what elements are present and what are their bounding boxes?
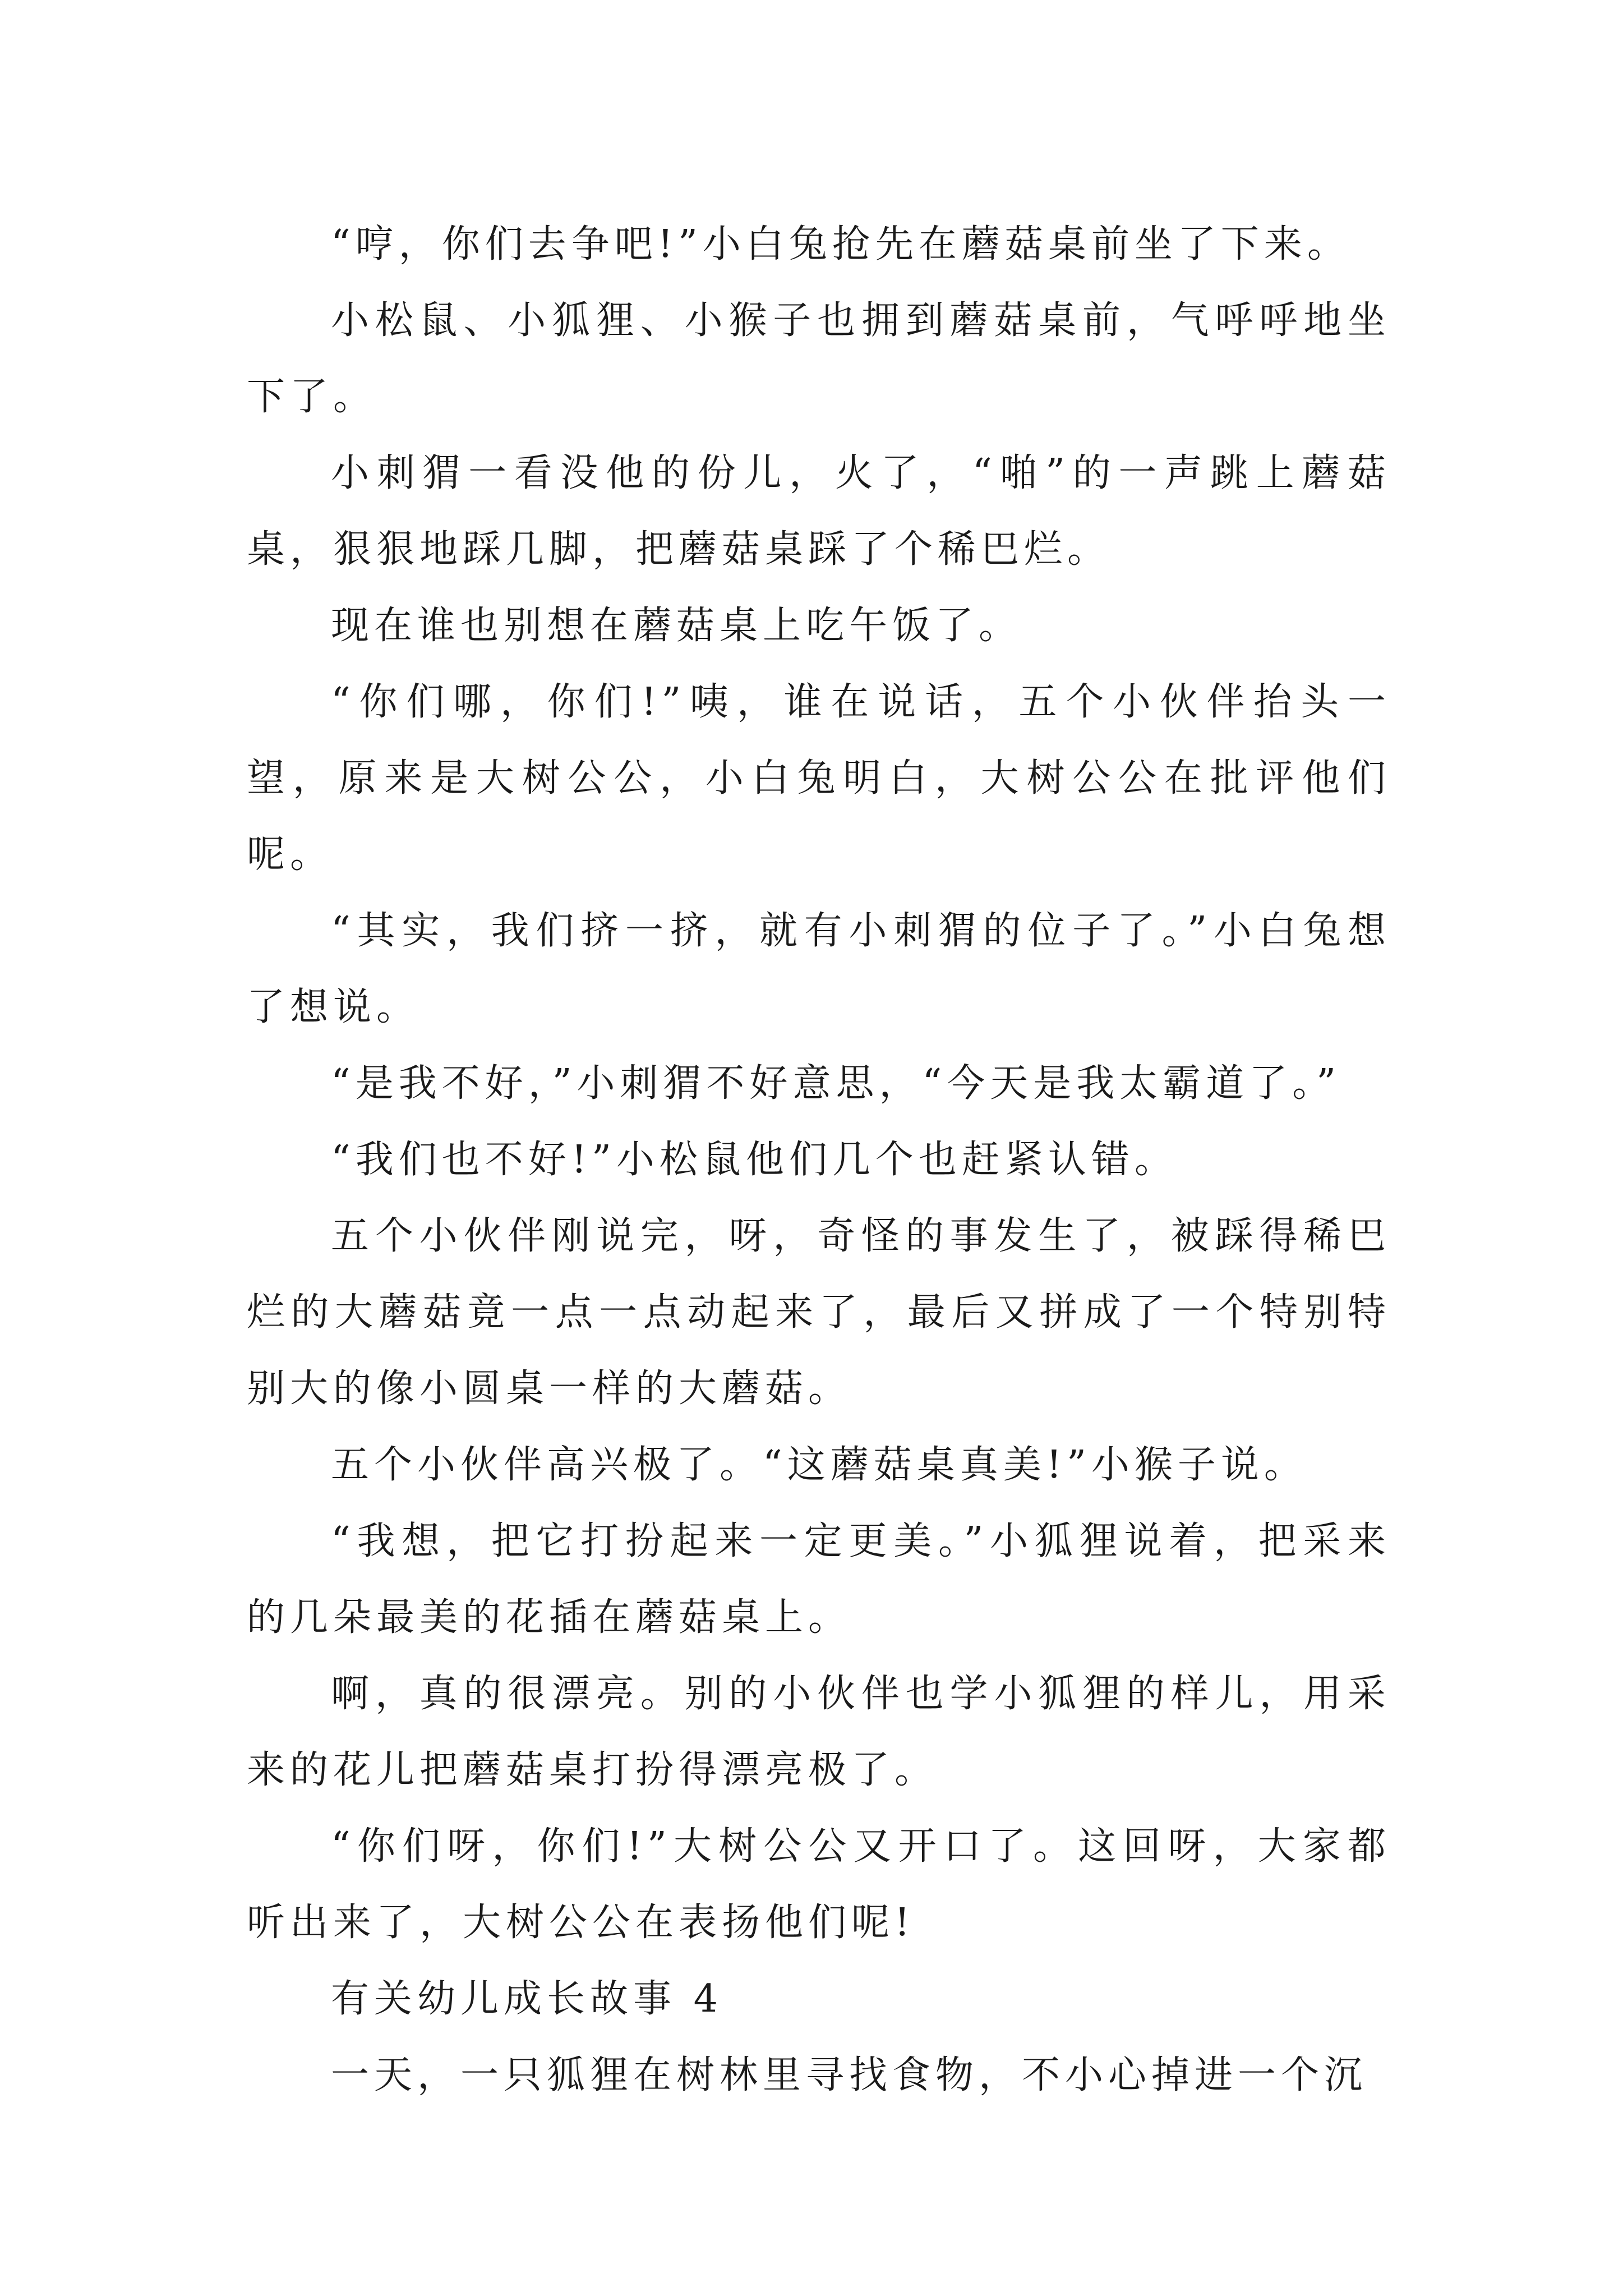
- paragraph: “哼，你们去争吧!”小白兔抢先在蘑菇桌前坐了下来。: [331, 222, 1350, 266]
- paragraph: “你们呀，你们!”大树公公又开口了。这回呀，大家都听出来了，大树公公在表扬他们呢!: [247, 1824, 1391, 1945]
- paragraph: 五个小伙伴高兴极了。“这蘑菇桌真美!”小猴子说。: [331, 1443, 1307, 1487]
- story-body: [247, 206, 1391, 2114]
- paragraph: 啊，真的很漂亮。别的小伙伴也学小狐狸的样儿，用采来的花儿把蘑菇桌打扮得漂亮极了。: [247, 1672, 1391, 1792]
- paragraph: 五个小伙伴刚说完，呀，奇怪的事发生了，被踩得稀巴烂的大蘑菇竟一点一点动起来了，最后又拼成了一个特别特别大的像小圆桌一样的大蘑菇。: [247, 1214, 1391, 1411]
- section-heading: 有关幼儿成长故事 4: [331, 1977, 723, 2021]
- paragraph: 现在谁也别想在蘑菇桌上吃午饭了。: [331, 604, 1022, 648]
- paragraph: 小刺猬一看没他的份儿，火了，“啪”的一声跳上蘑菇桌，狠狠地踩几脚，把蘑菇桌踩了个稀巴烂。: [247, 451, 1391, 572]
- paragraph: “其实，我们挤一挤，就有小刺猬的位子了。”小白兔想了想说。: [247, 909, 1391, 1029]
- paragraph: “是我不好，”小刺猬不好意思，“今天是我太霸道了。”: [331, 1061, 1341, 1106]
- paragraph: 小松鼠、小狐狸、小猴子也拥到蘑菇桌前，气呼呼地坐下了。: [247, 298, 1391, 419]
- paragraph: “我们也不好!”小松鼠他们几个也赶紧认错。: [331, 1138, 1178, 1182]
- paragraph: “你们哪，你们!”咦，谁在说话，五个小伙伴抬头一望，原来是大树公公，小白兔明白，大树公公在批评他们呢。: [247, 680, 1391, 877]
- paragraph: 一天，一只狐狸在树林里寻找食物，不小心掉进一个沉: [331, 2053, 1368, 2097]
- paragraph: “我想，把它打扮起来一定更美。”小狐狸说着，把采来的几朵最美的花插在蘑菇桌上。: [247, 1519, 1391, 1640]
